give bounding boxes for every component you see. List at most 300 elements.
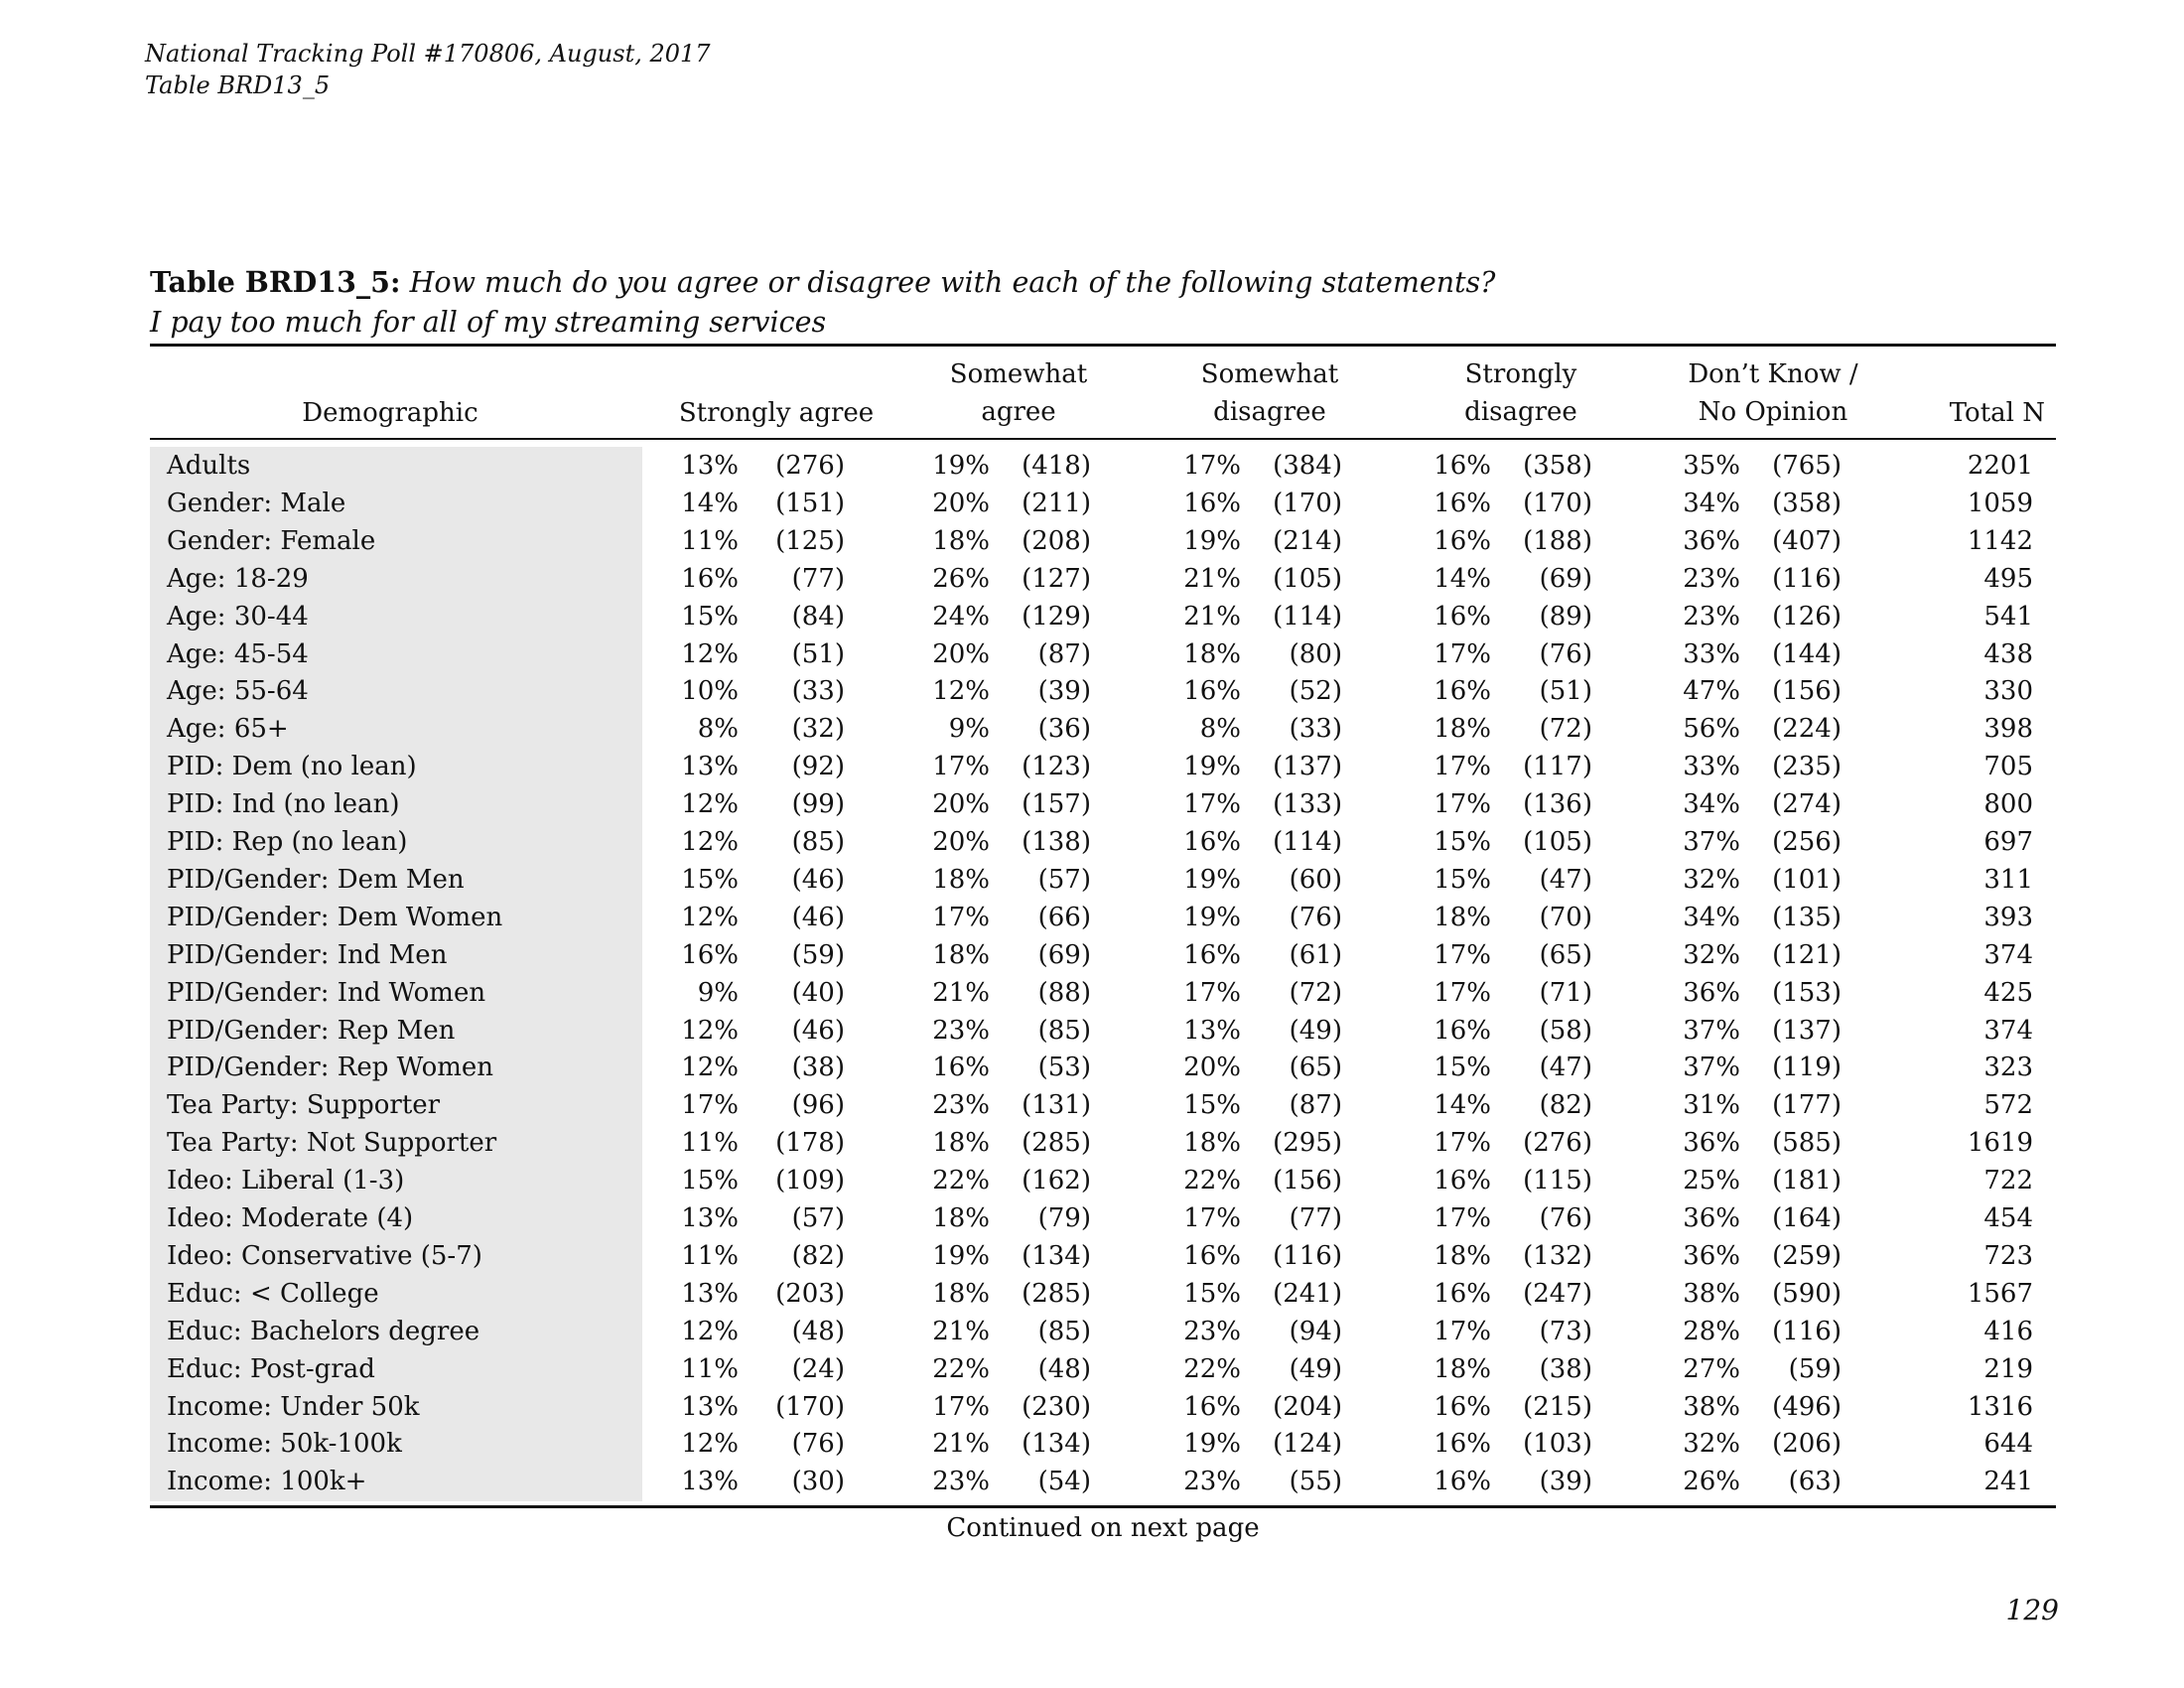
cell-somewhat-disagree-pct: 16% <box>1183 488 1241 518</box>
cell-total-n: 1619 <box>1967 1128 2033 1159</box>
cell-total-n: 495 <box>1983 563 2033 594</box>
cell-somewhat-disagree-n: (52) <box>1289 676 1342 707</box>
cell-somewhat-agree-n: (85) <box>1037 1015 1091 1046</box>
cell-somewhat-agree-n: (69) <box>1037 939 1091 970</box>
cell-strongly-agree-n: (82) <box>791 1240 845 1271</box>
cell-strongly-agree-pct: 17% <box>681 1090 739 1121</box>
cell-demographic: Age: 55-64 <box>167 676 309 707</box>
cell-dont-know-pct: 36% <box>1683 977 1740 1008</box>
cell-strongly-agree-pct: 12% <box>681 789 739 820</box>
cell-somewhat-disagree-pct: 19% <box>1183 752 1241 782</box>
cell-dont-know-pct: 36% <box>1683 1128 1740 1159</box>
cell-strongly-agree-pct: 12% <box>681 1015 739 1046</box>
cell-strongly-disagree-n: (132) <box>1523 1240 1592 1271</box>
cell-somewhat-disagree-n: (124) <box>1273 1429 1342 1460</box>
cell-somewhat-disagree-n: (116) <box>1273 1240 1342 1271</box>
cell-strongly-agree-n: (48) <box>791 1316 845 1346</box>
cell-somewhat-agree-n: (85) <box>1037 1316 1091 1346</box>
cell-strongly-disagree-pct: 17% <box>1433 1203 1491 1233</box>
cell-somewhat-agree-pct: 18% <box>932 1278 990 1309</box>
cell-strongly-disagree-pct: 17% <box>1433 789 1491 820</box>
table-row <box>0 1350 2184 1388</box>
cell-strongly-agree-n: (38) <box>791 1053 845 1083</box>
cell-dont-know-n: (153) <box>1772 977 1842 1008</box>
cell-strongly-disagree-n: (38) <box>1539 1353 1592 1384</box>
cell-dont-know-pct: 36% <box>1683 1240 1740 1271</box>
cell-demographic: Gender: Male <box>167 488 346 518</box>
cell-strongly-disagree-pct: 14% <box>1433 1090 1491 1121</box>
cell-dont-know-pct: 35% <box>1683 451 1740 481</box>
cell-somewhat-disagree-n: (114) <box>1273 827 1342 857</box>
cell-strongly-disagree-n: (58) <box>1539 1015 1592 1046</box>
cell-strongly-disagree-n: (65) <box>1539 939 1592 970</box>
cell-strongly-agree-n: (151) <box>775 488 845 518</box>
cell-strongly-disagree-pct: 15% <box>1433 827 1491 857</box>
cell-strongly-disagree-n: (76) <box>1539 1203 1592 1233</box>
cell-demographic: PID/Gender: Dem Men <box>167 864 465 895</box>
cell-strongly-disagree-n: (70) <box>1539 902 1592 932</box>
cell-somewhat-disagree-pct: 22% <box>1183 1166 1241 1196</box>
cell-somewhat-disagree-pct: 20% <box>1183 1053 1241 1083</box>
cell-strongly-agree-pct: 12% <box>681 827 739 857</box>
cell-dont-know-n: (121) <box>1772 939 1842 970</box>
table-row <box>0 485 2184 522</box>
cell-somewhat-agree-n: (87) <box>1037 638 1091 669</box>
cell-somewhat-agree-pct: 17% <box>932 1391 990 1422</box>
cell-dont-know-n: (164) <box>1772 1203 1842 1233</box>
cell-somewhat-disagree-pct: 17% <box>1183 977 1241 1008</box>
cell-dont-know-n: (177) <box>1772 1090 1842 1121</box>
table-row <box>0 1388 2184 1426</box>
table-row <box>0 785 2184 823</box>
cell-somewhat-disagree-pct: 22% <box>1183 1353 1241 1384</box>
cell-dont-know-n: (407) <box>1772 525 1842 556</box>
cell-dont-know-pct: 36% <box>1683 525 1740 556</box>
cell-strongly-agree-pct: 16% <box>681 563 739 594</box>
continued-note: Continued on next page <box>946 1513 1260 1543</box>
cell-somewhat-agree-n: (53) <box>1037 1053 1091 1083</box>
cell-somewhat-agree-n: (418) <box>1022 451 1091 481</box>
cell-strongly-disagree-n: (73) <box>1539 1316 1592 1346</box>
cell-somewhat-agree-n: (54) <box>1037 1467 1091 1497</box>
cell-dont-know-n: (224) <box>1772 714 1842 745</box>
table-row <box>0 710 2184 748</box>
cell-strongly-disagree-pct: 18% <box>1433 902 1491 932</box>
cell-dont-know-n: (116) <box>1772 563 1842 594</box>
cell-strongly-agree-pct: 11% <box>681 1353 739 1384</box>
cell-somewhat-agree-n: (127) <box>1022 563 1091 594</box>
table-row <box>0 635 2184 673</box>
cell-demographic: PID: Ind (no lean) <box>167 789 400 820</box>
cell-total-n: 425 <box>1983 977 2033 1008</box>
cell-somewhat-disagree-pct: 19% <box>1183 1429 1241 1460</box>
cell-dont-know-pct: 37% <box>1683 1015 1740 1046</box>
cell-demographic: PID/Gender: Ind Men <box>167 939 448 970</box>
cell-total-n: 393 <box>1983 902 2033 932</box>
cell-somewhat-disagree-pct: 8% <box>1199 714 1241 745</box>
cell-somewhat-disagree-n: (94) <box>1289 1316 1342 1346</box>
cell-strongly-agree-pct: 14% <box>681 488 739 518</box>
cell-strongly-disagree-n: (76) <box>1539 638 1592 669</box>
cell-somewhat-agree-pct: 21% <box>932 1429 990 1460</box>
cell-strongly-disagree-n: (103) <box>1523 1429 1592 1460</box>
cell-somewhat-agree-pct: 19% <box>932 451 990 481</box>
cell-somewhat-agree-pct: 23% <box>932 1467 990 1497</box>
cell-somewhat-disagree-pct: 16% <box>1183 1240 1241 1271</box>
cell-somewhat-agree-pct: 16% <box>932 1053 990 1083</box>
cell-dont-know-n: (181) <box>1772 1166 1842 1196</box>
cell-dont-know-n: (590) <box>1772 1278 1842 1309</box>
cell-somewhat-disagree-n: (156) <box>1273 1166 1342 1196</box>
cell-dont-know-pct: 36% <box>1683 1203 1740 1233</box>
cell-somewhat-disagree-n: (77) <box>1289 1203 1342 1233</box>
cell-strongly-disagree-pct: 17% <box>1433 1316 1491 1346</box>
cell-total-n: 1059 <box>1967 488 2033 518</box>
poll-title: National Tracking Poll #170806, August, 2017 <box>145 40 711 68</box>
col-somewhat-disagree-line2: disagree <box>1213 397 1326 427</box>
cell-strongly-agree-pct: 13% <box>681 1391 739 1422</box>
table-bottom-rule <box>150 1505 2056 1508</box>
col-total-n: Total N <box>1949 398 2045 428</box>
table-row <box>0 1463 2184 1500</box>
cell-somewhat-agree-n: (57) <box>1037 864 1091 895</box>
cell-total-n: 398 <box>1983 714 2033 745</box>
cell-demographic: Age: 65+ <box>167 714 289 745</box>
cell-strongly-agree-n: (30) <box>791 1467 845 1497</box>
cell-strongly-agree-n: (85) <box>791 827 845 857</box>
cell-dont-know-pct: 27% <box>1683 1353 1740 1384</box>
col-strongly-disagree-line2: disagree <box>1464 397 1577 427</box>
cell-dont-know-n: (116) <box>1772 1316 1842 1346</box>
cell-strongly-agree-n: (40) <box>791 977 845 1008</box>
cell-demographic: Adults <box>167 451 251 481</box>
cell-somewhat-agree-pct: 20% <box>932 488 990 518</box>
cell-strongly-disagree-n: (72) <box>1539 714 1592 745</box>
cell-somewhat-agree-n: (157) <box>1022 789 1091 820</box>
cell-somewhat-agree-pct: 24% <box>932 601 990 632</box>
cell-somewhat-agree-pct: 21% <box>932 1316 990 1346</box>
cell-somewhat-agree-n: (285) <box>1022 1278 1091 1309</box>
cell-somewhat-disagree-n: (214) <box>1273 525 1342 556</box>
cell-somewhat-disagree-n: (60) <box>1289 864 1342 895</box>
col-strongly-disagree-line1: Strongly <box>1464 359 1577 389</box>
cell-strongly-agree-n: (109) <box>775 1166 845 1196</box>
cell-demographic: Ideo: Moderate (4) <box>167 1203 414 1233</box>
cell-somewhat-agree-pct: 18% <box>932 1203 990 1233</box>
cell-dont-know-n: (256) <box>1772 827 1842 857</box>
cell-demographic: PID/Gender: Dem Women <box>167 902 503 932</box>
cell-total-n: 374 <box>1983 939 2033 970</box>
cell-strongly-disagree-n: (358) <box>1523 451 1592 481</box>
table-row <box>0 1162 2184 1199</box>
cell-somewhat-agree-pct: 20% <box>932 827 990 857</box>
cell-strongly-disagree-n: (69) <box>1539 563 1592 594</box>
cell-strongly-disagree-pct: 16% <box>1433 676 1491 707</box>
cell-total-n: 705 <box>1983 752 2033 782</box>
cell-somewhat-agree-n: (208) <box>1022 525 1091 556</box>
cell-strongly-disagree-pct: 16% <box>1433 1015 1491 1046</box>
cell-strongly-agree-n: (46) <box>791 902 845 932</box>
cell-dont-know-n: (274) <box>1772 789 1842 820</box>
cell-strongly-agree-n: (99) <box>791 789 845 820</box>
cell-demographic: Income: Under 50k <box>167 1391 420 1422</box>
cell-total-n: 323 <box>1983 1053 2033 1083</box>
cell-dont-know-n: (101) <box>1772 864 1842 895</box>
cell-dont-know-n: (119) <box>1772 1053 1842 1083</box>
cell-somewhat-agree-n: (48) <box>1037 1353 1091 1384</box>
cell-strongly-agree-n: (203) <box>775 1278 845 1309</box>
cell-strongly-disagree-n: (117) <box>1523 752 1592 782</box>
table-row <box>0 1124 2184 1162</box>
cell-strongly-agree-n: (46) <box>791 864 845 895</box>
cell-strongly-agree-n: (96) <box>791 1090 845 1121</box>
cell-dont-know-n: (496) <box>1772 1391 1842 1422</box>
cell-strongly-agree-n: (77) <box>791 563 845 594</box>
cell-somewhat-agree-pct: 17% <box>932 752 990 782</box>
cell-dont-know-pct: 32% <box>1683 1429 1740 1460</box>
cell-strongly-disagree-pct: 18% <box>1433 1240 1491 1271</box>
cell-strongly-agree-pct: 12% <box>681 1316 739 1346</box>
cell-dont-know-pct: 34% <box>1683 902 1740 932</box>
cell-dont-know-n: (765) <box>1772 451 1842 481</box>
cell-strongly-agree-pct: 10% <box>681 676 739 707</box>
table-row <box>0 447 2184 485</box>
table-header-rule <box>150 438 2056 440</box>
caption-label: Table BRD13_5: <box>150 265 401 299</box>
cell-strongly-agree-pct: 13% <box>681 752 739 782</box>
table-row <box>0 1313 2184 1350</box>
cell-total-n: 541 <box>1983 601 2033 632</box>
cell-strongly-agree-pct: 12% <box>681 1053 739 1083</box>
cell-strongly-agree-n: (33) <box>791 676 845 707</box>
cell-somewhat-disagree-n: (49) <box>1289 1015 1342 1046</box>
cell-somewhat-agree-pct: 22% <box>932 1353 990 1384</box>
cell-strongly-disagree-pct: 17% <box>1433 977 1491 1008</box>
caption-statement: I pay too much for all of my streaming services <box>150 306 827 339</box>
cell-strongly-agree-pct: 11% <box>681 1128 739 1159</box>
cell-somewhat-disagree-n: (105) <box>1273 563 1342 594</box>
cell-somewhat-agree-n: (138) <box>1022 827 1091 857</box>
cell-demographic: Age: 18-29 <box>167 563 309 594</box>
cell-demographic: PID: Rep (no lean) <box>167 827 408 857</box>
cell-dont-know-pct: 32% <box>1683 864 1740 895</box>
cell-total-n: 644 <box>1983 1429 2033 1460</box>
cell-demographic: PID/Gender: Ind Women <box>167 977 486 1008</box>
col-somewhat-disagree-line1: Somewhat <box>1200 359 1339 389</box>
cell-dont-know-pct: 23% <box>1683 601 1740 632</box>
cell-somewhat-agree-pct: 26% <box>932 563 990 594</box>
cell-strongly-agree-n: (46) <box>791 1015 845 1046</box>
table-row <box>0 672 2184 710</box>
cell-demographic: PID/Gender: Rep Men <box>167 1015 456 1046</box>
col-dont-know-line2: No Opinion <box>1698 397 1848 427</box>
cell-somewhat-disagree-pct: 17% <box>1183 789 1241 820</box>
col-demographic: Demographic <box>302 398 478 428</box>
cell-somewhat-agree-n: (129) <box>1022 601 1091 632</box>
cell-strongly-disagree-pct: 16% <box>1433 525 1491 556</box>
cell-strongly-agree-pct: 15% <box>681 601 739 632</box>
cell-dont-know-n: (156) <box>1772 676 1842 707</box>
cell-somewhat-agree-pct: 18% <box>932 1128 990 1159</box>
cell-dont-know-pct: 26% <box>1683 1467 1740 1497</box>
cell-total-n: 723 <box>1983 1240 2033 1271</box>
cell-strongly-agree-n: (59) <box>791 939 845 970</box>
cell-dont-know-n: (137) <box>1772 1015 1842 1046</box>
table-row <box>0 560 2184 598</box>
cell-strongly-disagree-n: (82) <box>1539 1090 1592 1121</box>
caption-question: How much do you agree or disagree with each of the following statements? <box>409 266 1496 299</box>
col-somewhat-agree-line1: Somewhat <box>949 359 1088 389</box>
cell-somewhat-disagree-pct: 19% <box>1183 902 1241 932</box>
cell-somewhat-disagree-n: (241) <box>1273 1278 1342 1309</box>
cell-somewhat-disagree-n: (384) <box>1273 451 1342 481</box>
cell-demographic: Tea Party: Not Supporter <box>167 1128 497 1159</box>
cell-somewhat-agree-n: (39) <box>1037 676 1091 707</box>
cell-strongly-disagree-pct: 16% <box>1433 1391 1491 1422</box>
cell-strongly-agree-n: (51) <box>791 638 845 669</box>
cell-somewhat-disagree-n: (72) <box>1289 977 1342 1008</box>
cell-demographic: Ideo: Conservative (5-7) <box>167 1240 482 1271</box>
cell-demographic: Gender: Female <box>167 525 376 556</box>
cell-somewhat-disagree-pct: 13% <box>1183 1015 1241 1046</box>
cell-somewhat-agree-pct: 18% <box>932 939 990 970</box>
table-row <box>0 823 2184 861</box>
table-caption <box>150 262 1495 343</box>
table-top-rule <box>150 344 2056 347</box>
cell-somewhat-agree-n: (230) <box>1022 1391 1091 1422</box>
cell-dont-know-pct: 32% <box>1683 939 1740 970</box>
cell-total-n: 416 <box>1983 1316 2033 1346</box>
cell-strongly-disagree-n: (39) <box>1539 1467 1592 1497</box>
cell-somewhat-agree-pct: 20% <box>932 789 990 820</box>
cell-dont-know-pct: 37% <box>1683 1053 1740 1083</box>
cell-strongly-disagree-pct: 16% <box>1433 488 1491 518</box>
cell-somewhat-disagree-pct: 16% <box>1183 1391 1241 1422</box>
cell-total-n: 219 <box>1983 1353 2033 1384</box>
cell-somewhat-agree-n: (88) <box>1037 977 1091 1008</box>
cell-strongly-disagree-pct: 16% <box>1433 1467 1491 1497</box>
cell-strongly-agree-n: (92) <box>791 752 845 782</box>
cell-strongly-disagree-n: (170) <box>1523 488 1592 518</box>
table-row <box>0 1237 2184 1275</box>
cell-somewhat-agree-pct: 17% <box>932 902 990 932</box>
cell-somewhat-disagree-pct: 16% <box>1183 676 1241 707</box>
cell-demographic: Income: 100k+ <box>167 1467 367 1497</box>
table-row <box>0 1012 2184 1050</box>
cell-total-n: 311 <box>1983 864 2033 895</box>
cell-somewhat-disagree-n: (295) <box>1273 1128 1342 1159</box>
cell-somewhat-disagree-pct: 16% <box>1183 939 1241 970</box>
cell-strongly-agree-pct: 16% <box>681 939 739 970</box>
cell-dont-know-n: (585) <box>1772 1128 1842 1159</box>
cell-somewhat-agree-n: (79) <box>1037 1203 1091 1233</box>
cell-strongly-agree-n: (276) <box>775 451 845 481</box>
cell-strongly-agree-pct: 8% <box>697 714 739 745</box>
cell-somewhat-disagree-pct: 21% <box>1183 601 1241 632</box>
cell-dont-know-pct: 37% <box>1683 827 1740 857</box>
table-row <box>0 1086 2184 1124</box>
cell-somewhat-disagree-pct: 23% <box>1183 1467 1241 1497</box>
cell-somewhat-disagree-n: (133) <box>1273 789 1342 820</box>
cell-somewhat-agree-pct: 22% <box>932 1166 990 1196</box>
cell-somewhat-disagree-n: (204) <box>1273 1391 1342 1422</box>
cell-somewhat-agree-n: (162) <box>1022 1166 1091 1196</box>
cell-strongly-disagree-pct: 16% <box>1433 1278 1491 1309</box>
cell-strongly-agree-n: (76) <box>791 1429 845 1460</box>
cell-strongly-disagree-pct: 16% <box>1433 1429 1491 1460</box>
cell-strongly-disagree-pct: 18% <box>1433 1353 1491 1384</box>
cell-strongly-agree-pct: 15% <box>681 1166 739 1196</box>
cell-total-n: 572 <box>1983 1090 2033 1121</box>
table-row <box>0 899 2184 936</box>
cell-dont-know-pct: 56% <box>1683 714 1740 745</box>
cell-strongly-agree-pct: 13% <box>681 1467 739 1497</box>
table-row <box>0 522 2184 560</box>
cell-strongly-agree-pct: 13% <box>681 1278 739 1309</box>
cell-dont-know-n: (126) <box>1772 601 1842 632</box>
cell-demographic: Educ: < College <box>167 1278 379 1309</box>
cell-somewhat-disagree-n: (33) <box>1289 714 1342 745</box>
cell-strongly-disagree-n: (71) <box>1539 977 1592 1008</box>
cell-somewhat-agree-n: (123) <box>1022 752 1091 782</box>
cell-strongly-disagree-n: (47) <box>1539 864 1592 895</box>
cell-somewhat-agree-n: (134) <box>1022 1240 1091 1271</box>
cell-total-n: 454 <box>1983 1203 2033 1233</box>
cell-total-n: 2201 <box>1967 451 2033 481</box>
cell-somewhat-disagree-n: (65) <box>1289 1053 1342 1083</box>
cell-strongly-agree-n: (24) <box>791 1353 845 1384</box>
cell-somewhat-agree-n: (131) <box>1022 1090 1091 1121</box>
cell-total-n: 438 <box>1983 638 2033 669</box>
cell-dont-know-n: (358) <box>1772 488 1842 518</box>
cell-total-n: 722 <box>1983 1166 2033 1196</box>
cell-dont-know-n: (144) <box>1772 638 1842 669</box>
cell-somewhat-disagree-pct: 18% <box>1183 1128 1241 1159</box>
cell-somewhat-disagree-n: (170) <box>1273 488 1342 518</box>
cell-strongly-disagree-pct: 17% <box>1433 752 1491 782</box>
cell-dont-know-n: (259) <box>1772 1240 1842 1271</box>
cell-somewhat-agree-pct: 20% <box>932 638 990 669</box>
table-row <box>0 1049 2184 1086</box>
col-somewhat-agree-line2: agree <box>981 397 1056 427</box>
cell-total-n: 1316 <box>1967 1391 2033 1422</box>
cell-somewhat-agree-pct: 18% <box>932 864 990 895</box>
cell-somewhat-agree-pct: 18% <box>932 525 990 556</box>
cell-somewhat-disagree-pct: 15% <box>1183 1090 1241 1121</box>
cell-total-n: 1567 <box>1967 1278 2033 1309</box>
cell-dont-know-pct: 33% <box>1683 638 1740 669</box>
cell-dont-know-pct: 23% <box>1683 563 1740 594</box>
cell-demographic: PID: Dem (no lean) <box>167 752 417 782</box>
cell-somewhat-agree-pct: 19% <box>932 1240 990 1271</box>
cell-demographic: Income: 50k-100k <box>167 1429 402 1460</box>
cell-strongly-disagree-n: (276) <box>1523 1128 1592 1159</box>
cell-somewhat-disagree-pct: 17% <box>1183 1203 1241 1233</box>
cell-somewhat-disagree-n: (114) <box>1273 601 1342 632</box>
cell-strongly-agree-pct: 12% <box>681 902 739 932</box>
cell-dont-know-n: (59) <box>1788 1353 1842 1384</box>
cell-somewhat-agree-n: (66) <box>1037 902 1091 932</box>
cell-total-n: 241 <box>1983 1467 2033 1497</box>
cell-somewhat-agree-n: (36) <box>1037 714 1091 745</box>
cell-strongly-disagree-pct: 15% <box>1433 1053 1491 1083</box>
table-row <box>0 861 2184 899</box>
cell-dont-know-pct: 38% <box>1683 1391 1740 1422</box>
cell-demographic: Educ: Bachelors degree <box>167 1316 480 1346</box>
cell-dont-know-pct: 31% <box>1683 1090 1740 1121</box>
table-row <box>0 974 2184 1012</box>
cell-total-n: 374 <box>1983 1015 2033 1046</box>
